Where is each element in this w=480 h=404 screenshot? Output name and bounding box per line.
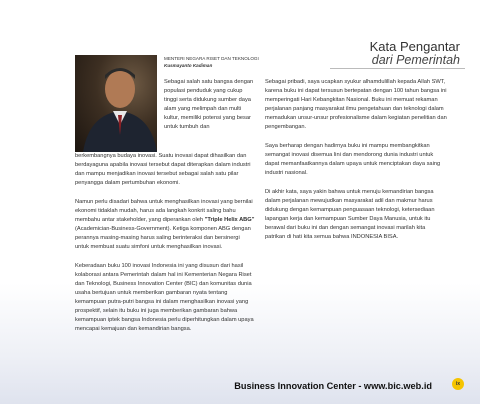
title-line-2: dari Pemerintah — [371, 52, 460, 67]
title-divider — [330, 68, 465, 69]
footer-text: Business Innovation Center - www.bic.web.id — [234, 381, 432, 391]
paragraph — [75, 198, 255, 253]
minister-photo — [75, 55, 157, 152]
paragraph: Di akhir kata, saya yakin bahwa untuk menuju kemandirian bangsa dalam perjalanan mewujudkan masyarakat adil dan makmur harus didukung dengan kemampuan penguasaan teknologi, ketersediaan lapangan kerja dan kemampuan Sumber Daya Manusia, untuk itu berawal dari buku ini dan dengan semangat inovasi marilah kita patrikan di hati kita semua bahwa INDONESIA BISA. — [265, 188, 435, 240]
paragraph: berkembangnya budaya inovasi. Suatu inovasi dapat dihasilkan dan berdayaguna apabila inovasi tersebut dapat diterapkan dalam industri dan mampu menjadikan inovasi tersebut sebagai salah satu pilar penyangga dalam pertumbuhan ekonomi. — [75, 153, 251, 187]
paragraph: Sebagai pribadi, saya ucapkan syukur alhamdulillah kepada Allah SWT, karena buku ini dapat tersusun bertepatan dengan 100 tahun bangsa ini memperingati Hari Kebangkitan Nasional. Buku ini memuat rekaman perjalanan panjang masyarakat ilmu pengetahuan dan teknologi dalam memadukan unsur-unsur profesionalisme dalam kegiatan penelitian dan pengembangan. — [265, 79, 447, 131]
paragraph: Saya berharap dengan hadirnya buku ini mampu membangkitkan semangat inovasi disemua lini dan mendorong dunia industri untuk dapat memanfaatkannya dalam upaya untuk menciptakan daya saing industri nasional. — [265, 142, 441, 177]
page-title — [370, 40, 460, 67]
paragraph: Keberadaan buku 100 inovasi Indonesia ini yang disusun dari hasil kolaborasi antara Pemerintah dalam hal ini Kementerian Negara Riset dan Teknologi, Business Innovation Center (BIC) dan komunitas dunia usaha bertujuan untuk memberikan gambaran nyata tentang kemampuan putra-putri bangsa ini dalam menghasilkan inovasi yang prospektif, selain itu buku ini juga memberikan gambaran bahwa kemampuan iptek bangsa Indonesia perlu diperhitungkan dalam upaya mencapai kemajuan dan kemandirian bangsa. — [75, 262, 254, 333]
triple-helix-term: "Triple Helix ABG" — [204, 216, 255, 223]
page-number-badge: ix — [452, 378, 464, 390]
paragraph-text: Namun perlu disadari bahwa untuk menghasilkan inovasi yang bernilai ekonomi tidaklah mudah, harus ada langkah konkrit saling bahu membahu antar stakeholder, yang diperankan oleh — [75, 198, 253, 223]
photo-caption — [164, 55, 259, 69]
caption-name: Kusmayanto Kadiman — [164, 63, 213, 68]
caption-role: MENTERI NEGARA RISET DAN TEKNOLOGI — [164, 56, 259, 61]
intro-paragraph: Sebagai salah satu bangsa dengan populasi penduduk yang cukup tinggi serta didukung sumber daya alam yang melimpah dan multi kultur, memiliki potensi yang besar untuk tumbuh dan — [164, 79, 254, 131]
paragraph-text: (Academician-Business-Government). Ketiga komponen ABG dengan perannya masing-masing harus saling berinteraksi dan bersinergi untuk membuat suatu simfoni untuk menghasilkan inovasi. — [75, 225, 251, 251]
right-column — [265, 78, 447, 251]
left-column — [75, 152, 255, 344]
title-line-1: Kata Pengantar — [369, 39, 460, 54]
